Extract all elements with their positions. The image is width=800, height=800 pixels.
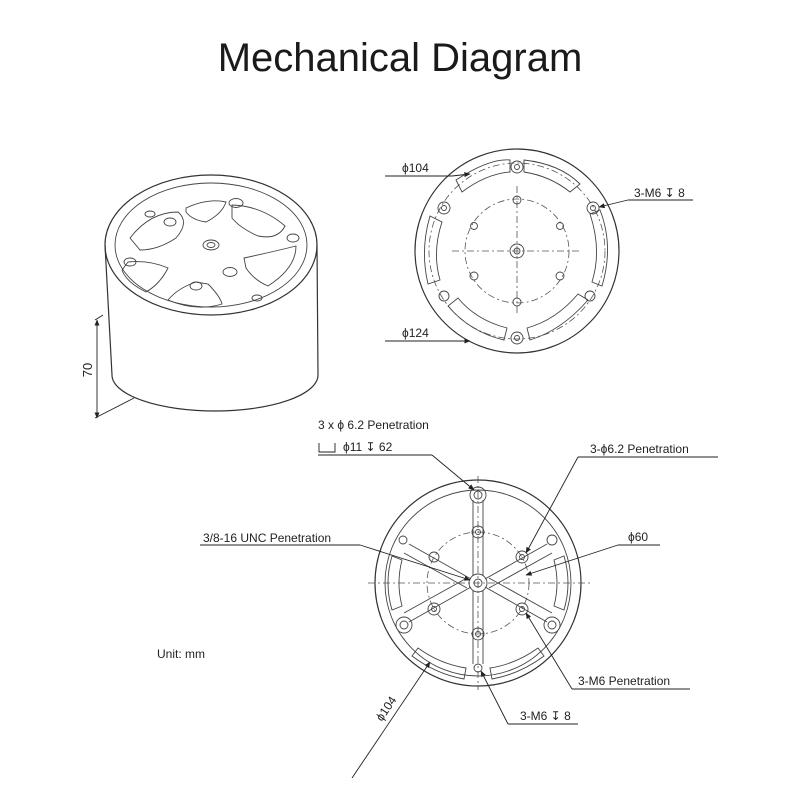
- dia60-label: ϕ60: [628, 530, 649, 544]
- top-dia104-label: ϕ104: [402, 161, 429, 175]
- counterbore-label: ϕ11 ↧ 62: [343, 440, 393, 454]
- cylinder-top-rim: [115, 183, 307, 307]
- height-ext-bottom: [95, 398, 134, 418]
- height-ext-top: [95, 315, 103, 320]
- isometric-view: [80, 175, 318, 418]
- bottom-view: [200, 418, 718, 778]
- unit-label: Unit: mm: [157, 647, 205, 661]
- penetration-count-label: 3 x ϕ 6.2 Penetration: [318, 418, 429, 432]
- top-slots: [424, 160, 607, 340]
- isometric-holes: [124, 199, 299, 302]
- top-dia124-label: ϕ124: [402, 326, 429, 340]
- page-title: Mechanical Diagram: [217, 36, 583, 80]
- unc-label: 3/8-16 UNC Penetration: [203, 531, 332, 545]
- bottom-dia104-leader: [352, 662, 430, 778]
- m6-penetration-label: 3-M6 Penetration: [578, 674, 671, 688]
- cylinder-body: [105, 245, 318, 411]
- cylinder-top-face: [105, 175, 317, 315]
- m6-depth-label: 3-M6 ↧ 8: [520, 709, 571, 723]
- top-thread-label: 3-M6 ↧ 8: [634, 186, 685, 200]
- height-label: 70: [80, 362, 95, 378]
- counterbore-symbol: [319, 443, 335, 452]
- top-view: [385, 149, 693, 353]
- hole-penetration-label: 3-ϕ6.2 Penetration: [590, 442, 689, 456]
- bottom-dia104-label: ϕ104: [372, 693, 400, 724]
